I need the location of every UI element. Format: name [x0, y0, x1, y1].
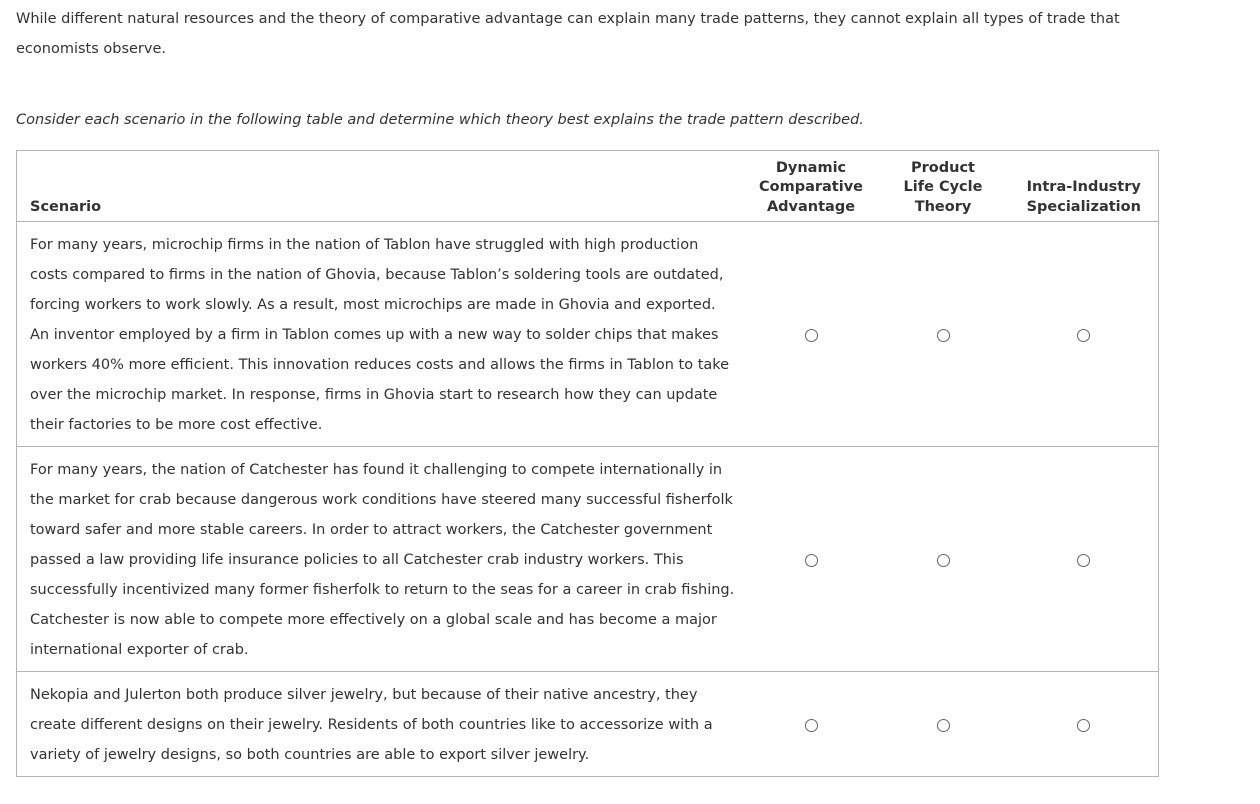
- radio-tablon-intra-industry-specialization[interactable]: [1077, 329, 1090, 342]
- table-header-row: [17, 151, 1159, 222]
- scenario-text-nekopia-julerton: Nekopia and Julerton both produce silver jewelry, but because of their native ancestry, they create different designs on their jewelry. Residents of both countries like to accessorize with a variety of jewelry designs, so both countries are able to export silver jewelry.: [30, 687, 713, 763]
- radio-nekopia-dynamic-comparative-advantage[interactable]: [805, 719, 818, 732]
- radio-nekopia-intra-industry-specialization[interactable]: [1077, 719, 1090, 732]
- radio-tablon-dynamic-comparative-advantage[interactable]: [805, 329, 818, 342]
- radio-catchester-intra-industry-specialization[interactable]: [1077, 554, 1090, 567]
- column-header-product-life-cycle-theory: Product Life Cycle Theory: [877, 151, 1010, 222]
- scenario-text-tablon: For many years, microchip firms in the nation of Tablon have struggled with high production costs compared to firms in the nation of Ghovia, because Tablon’s soldering tools are outdated, forcing workers to work slowly. As a result, most microchips are made in Ghovia and exported. An inventor employed by a firm in Tablon comes up with a new way to solder chips that makes workers 40% more efficient. This innovation reduces costs and allows the firms in Tablon to take over the microchip market. In response, firms in Ghovia start to research how they can update their factories to be more cost effective.: [17, 222, 746, 447]
- radio-nekopia-product-life-cycle-theory[interactable]: [937, 719, 950, 732]
- table-row: [17, 672, 1159, 777]
- column-header-intra-industry-specialization: Intra-Industry Specialization: [1010, 151, 1159, 222]
- radio-tablon-product-life-cycle-theory[interactable]: [937, 329, 950, 342]
- scenario-text-catchester: For many years, the nation of Catchester has found it challenging to compete internationally in the market for crab because dangerous work conditions have steered many successful fisherfolk toward safer and more stable careers. In order to attract workers, the Catchester government passed a law providing life insurance policies to all Catchester crab industry workers. This successfully incentivized many former fisherfolk to return to the seas for a career in crab fishing. Catchester is now able to compete more effectively on a global scale and has become a major international exporter of crab.: [17, 447, 746, 672]
- instruction-text: Consider each scenario in the following table and determine which theory best explains the trade pattern described.: [16, 112, 864, 128]
- radio-catchester-product-life-cycle-theory[interactable]: [937, 554, 950, 567]
- scenario-column-header: Scenario: [17, 151, 746, 222]
- column-header-dynamic-comparative-advantage: Dynamic Comparative Advantage: [746, 151, 877, 222]
- intro-text: While different natural resources and the theory of comparative advantage can explain many trade patterns, they cannot explain all types of trade that economists observe.: [16, 11, 1120, 57]
- table-row: [17, 447, 1159, 672]
- scenario-table: [16, 150, 1159, 777]
- radio-catchester-dynamic-comparative-advantage[interactable]: [805, 554, 818, 567]
- table-row: [17, 222, 1159, 447]
